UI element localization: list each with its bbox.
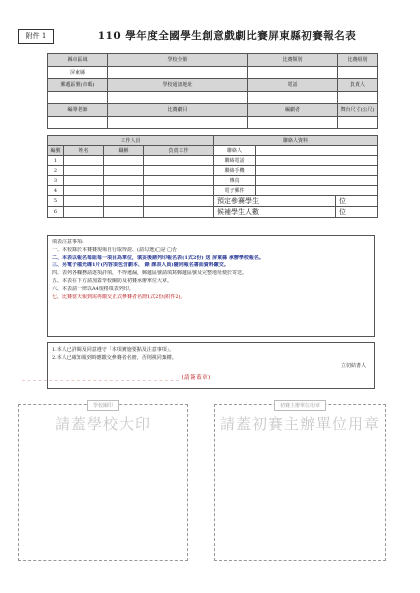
table-row: [48, 91, 378, 104]
row-number: 2: [48, 166, 64, 176]
row-number: 6: [48, 207, 64, 218]
crew-title-cell[interactable]: [104, 196, 144, 207]
col-name: 姓名: [64, 146, 104, 156]
crew-duty-cell[interactable]: [144, 207, 214, 218]
header-stage-size: 舞台尺寸(公尺): [338, 104, 378, 117]
header-group: 比賽組別: [338, 54, 378, 67]
contact-fax-label: 傳真: [214, 176, 256, 186]
crew-title-cell[interactable]: [104, 207, 144, 218]
table-row: [48, 166, 378, 176]
header-school-name: 學校全銜: [108, 54, 248, 67]
crew-title-cell[interactable]: [104, 176, 144, 186]
crew-title-cell[interactable]: [104, 186, 144, 196]
row-number: 3: [48, 176, 64, 186]
row-number: 1: [48, 156, 64, 166]
header-postal-code: 郵遞區號(市碼): [48, 79, 108, 92]
crew-duty-cell[interactable]: [144, 156, 214, 166]
group-field[interactable]: [338, 66, 378, 79]
school-info-table: [47, 53, 378, 129]
table-row: [48, 79, 378, 92]
note-item: 七、比賽當天報到需再繳交正式參賽者名冊1式2份(附件2)。: [52, 293, 186, 300]
organizer-seal-text: 請蓋初賽主辦單位用章: [219, 415, 380, 433]
declaration-box: [47, 342, 375, 389]
crew-name-cell[interactable]: [64, 176, 104, 186]
col-number: 編號: [48, 146, 64, 156]
note-item: 一、本校錄於本賽賽現場自行取得證、(請勾選)□是 □否: [52, 246, 177, 253]
header-region: 縣市區域: [48, 54, 108, 67]
table-row: [48, 66, 378, 79]
table-row: [48, 196, 378, 207]
table-row: [48, 156, 378, 166]
principal-field[interactable]: [338, 91, 378, 104]
table-row: [48, 136, 378, 146]
note-item: 六、本表請一律以A4規格填表列印。: [52, 285, 134, 292]
table-row: [48, 176, 378, 186]
header-playwright: 編劇者: [248, 104, 338, 117]
contact-email-label: 電子郵件: [214, 186, 256, 196]
note-item: 五、本表在下方請加蓋學校關防及初賽承辦單位大章。: [52, 277, 173, 284]
table-row: [48, 104, 378, 117]
header-phone: 電話: [248, 79, 338, 92]
signature-line[interactable]: [22, 373, 211, 381]
crew-title-cell[interactable]: [104, 156, 144, 166]
page-title: 110 學年度全國學生創意戲劇比賽屏東縣初賽報名表: [97, 30, 357, 42]
signer-label: 立切結書人: [340, 363, 366, 369]
crew-duty-cell[interactable]: [144, 166, 214, 176]
crew-contact-table: [47, 135, 378, 218]
col-title: 職稱: [104, 146, 144, 156]
signature-underline: _ _ _ _ _ _ _ _ _ _ _ _ _ _ _ _ _ _ _ _ _ _ _ _ _ _ _ _ _: [22, 375, 182, 381]
contact-mobile-field[interactable]: [256, 166, 378, 176]
note-item: 二、本表以報名每組每一項目為單位，填妥後請列印報名表(1式2份) 送 屏東縣 承辦學校報名。: [52, 254, 264, 261]
header-play-title: 比賽劇目: [108, 104, 248, 117]
signature-hint: (請簽蓋章): [181, 375, 211, 381]
planned-students-unit: 位: [336, 196, 378, 207]
crew-duty-cell[interactable]: [144, 196, 214, 207]
play-title-field[interactable]: [108, 116, 248, 129]
table-row: [48, 116, 378, 129]
substitute-students-unit: 位: [336, 207, 378, 218]
school-seal-tag: 學校關印: [87, 400, 119, 411]
contact-email-field[interactable]: [256, 186, 378, 196]
crew-name-cell[interactable]: [64, 196, 104, 207]
declaration-line: 1.本人已詳閱及同意遵守「本項實施要點及注意事項」。: [52, 347, 175, 353]
crew-duty-cell[interactable]: [144, 176, 214, 186]
crew-title-cell[interactable]: [104, 166, 144, 176]
contact-field[interactable]: [256, 146, 378, 156]
crew-section-header: 工作人員: [48, 136, 214, 146]
notes-heading: 填表注意事項:: [52, 239, 84, 245]
crew-name-cell[interactable]: [64, 186, 104, 196]
header-address: 學校通訊地址: [108, 79, 248, 92]
header-category: 比賽類別: [248, 54, 338, 67]
school-seal-area: [18, 404, 188, 561]
school-name-field[interactable]: [108, 66, 248, 79]
crew-name-cell[interactable]: [64, 166, 104, 176]
declaration-line: 2.本人已確知報到時應繳交參賽者名冊，否則視同棄權。: [52, 355, 177, 361]
contact-fax-field[interactable]: [256, 176, 378, 186]
contact-section-header: 聯絡人資料: [214, 136, 378, 146]
table-row: [48, 186, 378, 196]
crew-duty-cell[interactable]: [144, 186, 214, 196]
table-row: [48, 54, 378, 67]
category-field[interactable]: [248, 66, 338, 79]
substitute-students-label: 候補學生人數: [214, 207, 336, 218]
contact-phone-field[interactable]: [256, 156, 378, 166]
note-item: 四、表列各欄務請逐項詳填，不得遺漏，郵遞區號請填寫郵遞區號及完整地址便於寄送。: [52, 270, 248, 277]
crew-name-cell[interactable]: [64, 207, 104, 218]
stage-size-field[interactable]: [338, 116, 378, 129]
header-director: 編導老師: [48, 104, 108, 117]
table-row: [48, 146, 378, 156]
row-number: 5: [48, 196, 64, 207]
playwright-field[interactable]: [248, 116, 338, 129]
school-seal-text: 請蓋學校大印: [54, 415, 151, 433]
form-notes: [47, 235, 375, 337]
row-number: 4: [48, 186, 64, 196]
table-row: [48, 207, 378, 218]
header-principal: 負責人: [338, 79, 378, 92]
note-item: 三、另電子檔光碟1片(內容須包含劇本、 錄 課表人員)隨同報名書面資料繳交。: [52, 262, 229, 269]
crew-name-cell[interactable]: [64, 156, 104, 166]
region-value: 屏東縣: [48, 66, 108, 79]
organizer-seal-tag: 初賽主辦單位用章: [274, 400, 326, 411]
phone-field[interactable]: [248, 91, 338, 104]
director-field[interactable]: [48, 116, 108, 129]
postal-code-field[interactable]: [48, 91, 108, 104]
col-duty: 負責工作: [144, 146, 214, 156]
planned-students-label: 預定參賽學生: [214, 196, 336, 207]
contact-phone-label: 聯絡電話: [214, 156, 256, 166]
contact-mobile-label: 聯絡手機: [214, 166, 256, 176]
address-field[interactable]: [108, 91, 248, 104]
contact-label: 聯絡人: [214, 146, 256, 156]
annex-label: 附件 1: [18, 29, 54, 44]
organizer-seal-area: [214, 404, 386, 561]
